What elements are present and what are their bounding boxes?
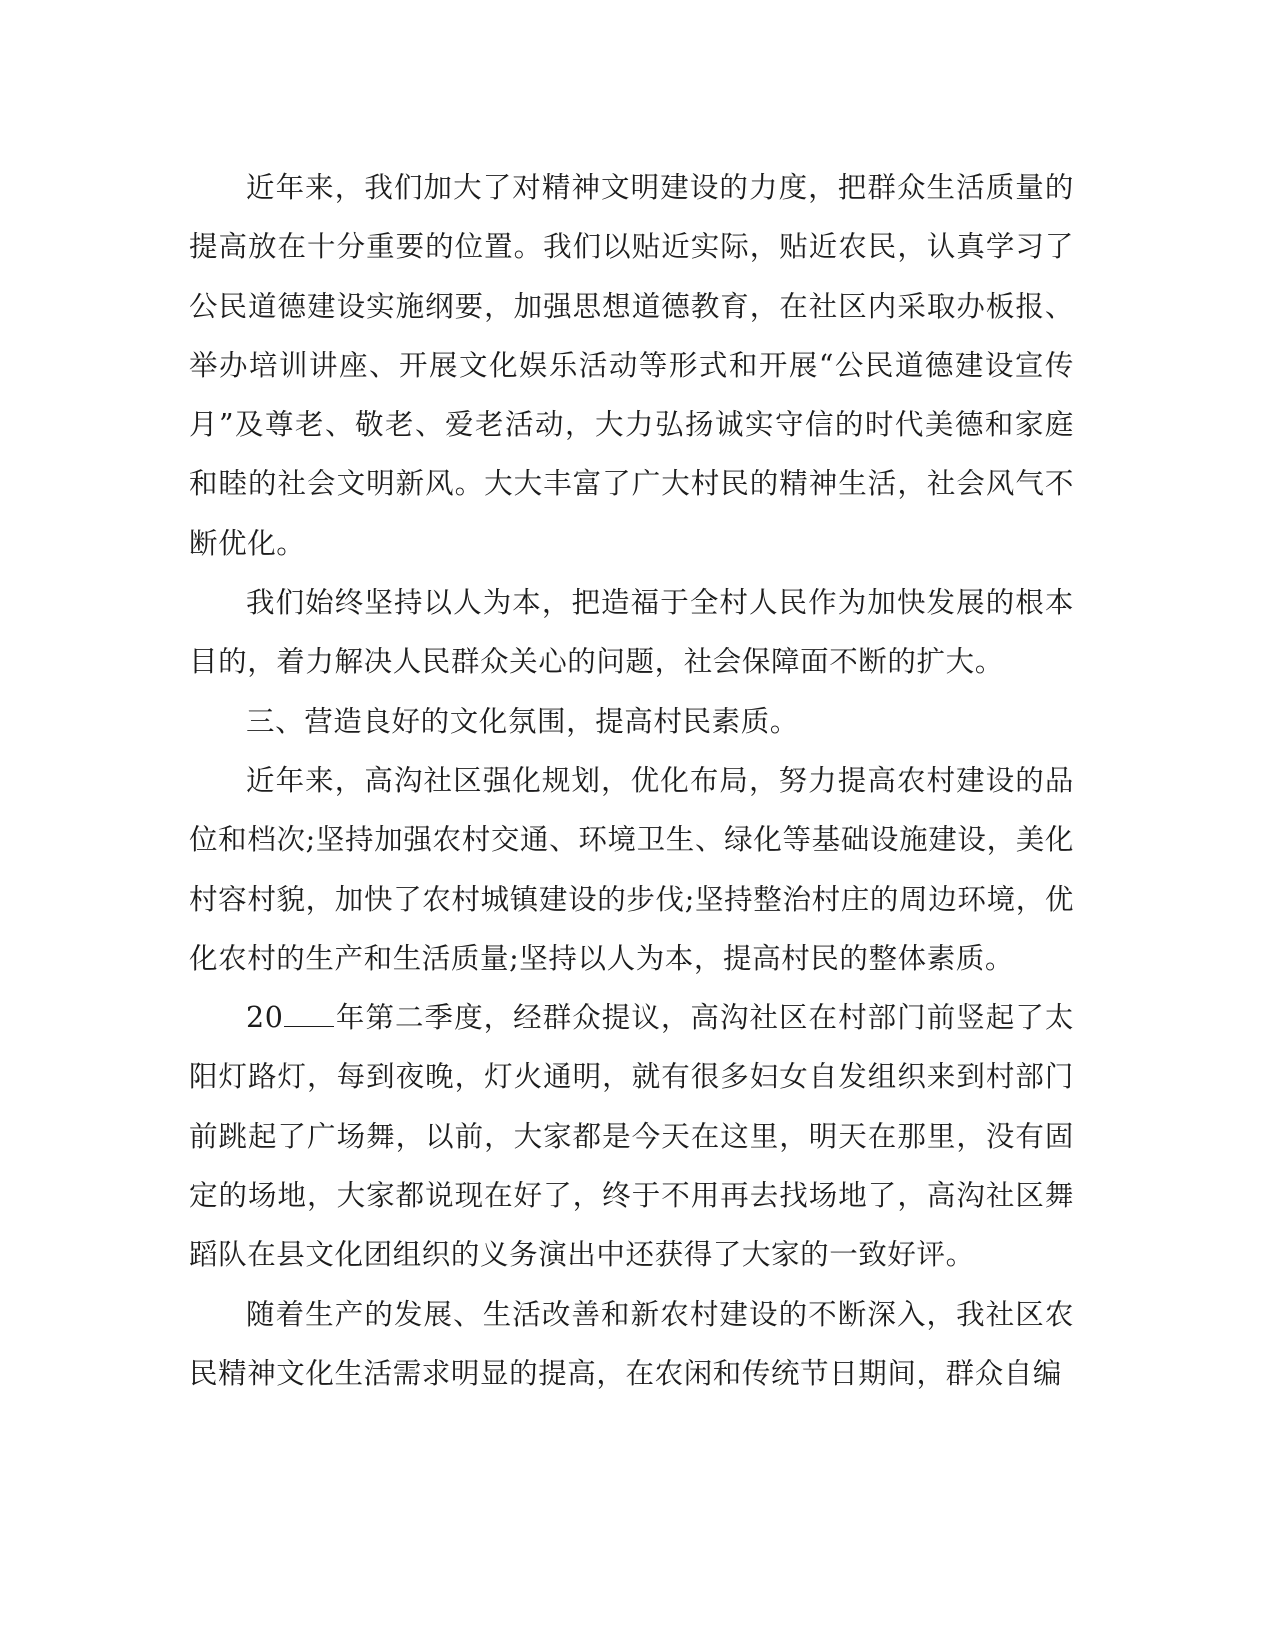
paragraph-spiritual-civilization: 近年来，我们加大了对精神文明建设的力度，把群众生活质量的提高放在十分重要的位置。我们以贴近实际，贴近农民，认真学习了公民道德建设实施纲要，加强思想道德教育，在社区内采取办板报、举办培训讲座、开展文化娱乐活动等形式和开展“公民道德建设宣传月”及尊老、敬老、爱老活动，大力弘扬诚实守信的时代美德和家庭和睦的社会文明新风。大大丰富了广大村民的精神生活，社会风气不断优化。: [189, 171, 1074, 560]
document-body: [189, 158, 1074, 1403]
paragraph-square-dance-text: 年第二季度，经群众提议，高沟社区在村部门前竖起了太阳灯路灯，每到夜晚，灯火通明，就有很多妇女自发组织来到村部门前跳起了广场舞，以前，大家都是今天在这里，明天在那里，没有固定的场地，大家都说现在好了，终于不用再去找场地了，高沟社区舞蹈队在县文化团组织的义务演出中还获得了大家的一致好评。: [189, 1001, 1074, 1272]
paragraph-people-oriented: 我们始终坚持以人为本，把造福于全村人民作为加快发展的根本目的，着力解决人民群众关心的问题，社会保障面不断的扩大。: [189, 586, 1074, 679]
section-heading-culture: 三、营造良好的文化氛围，提高村民素质。: [246, 704, 799, 738]
paragraph-square-dance: [189, 988, 1074, 1284]
year-blank-underline: [284, 1004, 334, 1027]
paragraph-cultural-needs: 随着生产的发展、生活改善和新农村建设的不断深入，我社区农民精神文化生活需求明显的提高，在农闲和传统节日期间，群众自编: [189, 1297, 1074, 1390]
paragraph-planning-layout: 近年来，高沟社区强化规划，优化布局，努力提高农村建设的品位和档次;坚持加强农村交通、环境卫生、绿化等基础设施建设，美化村容村貌，加快了农村城镇建设的步伐;坚持整治村庄的周边环境，优化农村的生产和生活质量;坚持以人为本，提高村民的整体素质。: [189, 763, 1074, 975]
year-prefix: 20: [246, 1001, 284, 1035]
